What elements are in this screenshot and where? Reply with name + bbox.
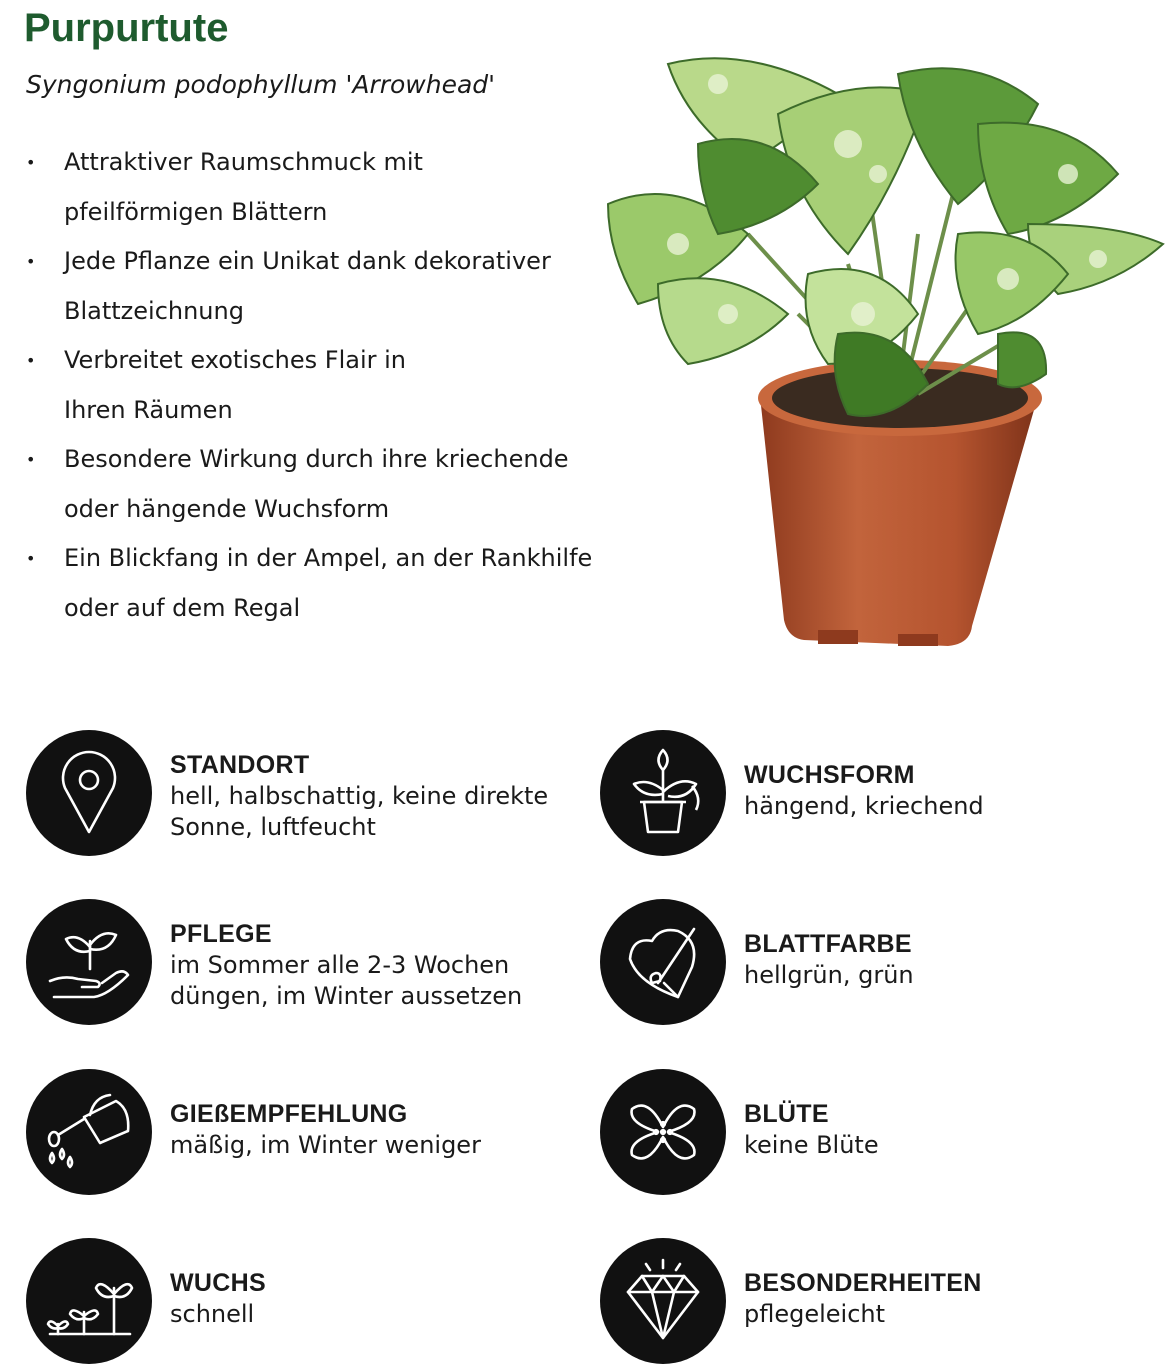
feature-list (20, 138, 600, 633)
attr-giessen (26, 1069, 566, 1195)
attr-value: pflegeleicht (744, 1300, 886, 1328)
attr-icon-circle (26, 1238, 152, 1364)
attr-bluete (600, 1069, 1140, 1195)
diamond-icon (618, 1256, 708, 1346)
attr-value: hellgrün, grün (744, 961, 914, 989)
leaf-brush-icon (618, 917, 708, 1007)
attr-label: PFLEGE (170, 920, 272, 948)
feature-item: • Jede Pflanze ein Unikat dank dekorativer Blattzeichnung (20, 237, 600, 336)
feature-item: • Besondere Wirkung durch ihre kriechende oder hängende Wuchsform (20, 435, 600, 534)
attr-wuchs (26, 1238, 566, 1364)
plant-image (598, 34, 1168, 654)
attr-blattfarbe (600, 899, 1140, 1025)
attr-besonderheiten (600, 1238, 1140, 1364)
attr-label: BESONDERHEITEN (744, 1269, 982, 1297)
attr-value: im Sommer alle 2-3 Wochen (170, 951, 510, 979)
attr-label: GIEßEMPFEHLUNG (170, 1100, 408, 1128)
attr-icon-circle (600, 899, 726, 1025)
attr-value: Sonne, luftfeucht (170, 813, 376, 841)
attr-standort (26, 730, 566, 856)
attr-label: BLÜTE (744, 1100, 829, 1128)
attr-icon-circle (26, 1069, 152, 1195)
attr-label: BLATTFARBE (744, 930, 912, 958)
attr-icon-circle (26, 730, 152, 856)
attr-label: WUCHSFORM (744, 761, 915, 789)
attr-value: hängend, kriechend (744, 792, 984, 820)
attr-icon-circle (600, 1069, 726, 1195)
attr-wuchsform (600, 730, 1140, 856)
growing-sprouts-icon (44, 1256, 134, 1346)
attr-value: mäßig, im Winter weniger (170, 1131, 481, 1159)
attr-icon-circle (600, 1238, 726, 1364)
attr-value: hell, halbschattig, keine direkte (170, 782, 549, 810)
potted-plant-icon (618, 748, 708, 838)
location-pin-icon (44, 748, 134, 838)
attr-value: schnell (170, 1300, 255, 1328)
attr-icon-circle (600, 730, 726, 856)
feature-item: • Attraktiver Raumschmuck mit pfeilförmigen Blättern (20, 138, 600, 237)
hand-seedling-icon (44, 917, 134, 1007)
attr-value: düngen, im Winter aussetzen (170, 982, 523, 1010)
attr-value: keine Blüte (744, 1131, 879, 1159)
attr-pflege (26, 899, 566, 1025)
feature-item: • Ein Blickfang in der Ampel, an der Rankhilfe oder auf dem Regal (20, 534, 600, 633)
attr-label: STANDORT (170, 751, 310, 779)
watering-can-icon (44, 1087, 134, 1177)
flower-icon (618, 1087, 708, 1177)
attr-label: WUCHS (170, 1269, 266, 1297)
latin-name: Syngonium podophyllum 'Arrowhead' (26, 70, 496, 99)
product-title: Purpurtute (24, 6, 229, 50)
feature-item: • Verbreitet exotisches Flair in Ihren Räumen (20, 336, 600, 435)
attr-icon-circle (26, 899, 152, 1025)
